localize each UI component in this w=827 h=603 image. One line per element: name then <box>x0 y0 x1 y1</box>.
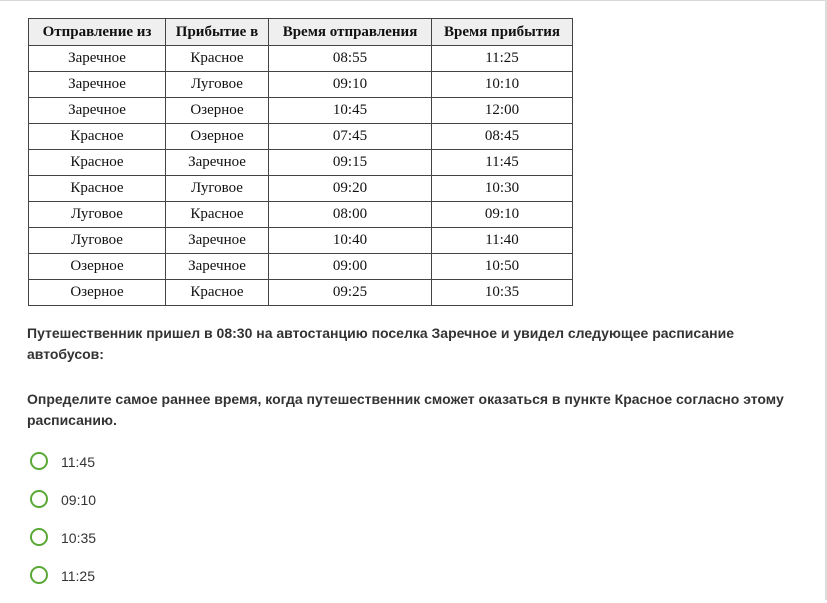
cell-arrival-time: 11:25 <box>432 46 573 72</box>
cell-departure-from: Заречное <box>29 72 166 98</box>
cell-arrival-time: 10:35 <box>432 280 573 306</box>
cell-arrival-time: 11:40 <box>432 228 573 254</box>
radio-button-icon[interactable] <box>30 452 48 470</box>
answer-option[interactable] <box>30 489 96 527</box>
cell-arrival-time: 10:50 <box>432 254 573 280</box>
cell-arrival-to: Луговое <box>166 176 269 202</box>
cell-arrival-time: 10:30 <box>432 176 573 202</box>
cell-departure-time: 08:55 <box>269 46 432 72</box>
cell-departure-time: 09:10 <box>269 72 432 98</box>
table-row <box>29 46 573 72</box>
answer-option[interactable] <box>30 451 96 489</box>
answer-option-label: 10:35 <box>61 530 97 546</box>
answer-option-label: 09:10 <box>61 492 97 508</box>
cell-departure-from: Озерное <box>29 280 166 306</box>
cell-arrival-to: Красное <box>166 202 269 228</box>
table-row <box>29 72 573 98</box>
table-row <box>29 280 573 306</box>
cell-arrival-to: Озерное <box>166 124 269 150</box>
column-header-arrival-to: Прибытие в <box>166 19 269 46</box>
table-row <box>29 202 573 228</box>
cell-arrival-to: Заречное <box>166 150 269 176</box>
cell-departure-from: Красное <box>29 176 166 202</box>
cell-arrival-time: 12:00 <box>432 98 573 124</box>
radio-button-icon[interactable] <box>30 528 48 546</box>
cell-arrival-to: Красное <box>166 46 269 72</box>
answer-option-label: 11:45 <box>61 454 95 470</box>
cell-departure-time: 08:00 <box>269 202 432 228</box>
cell-arrival-time: 08:45 <box>432 124 573 150</box>
cell-arrival-to: Озерное <box>166 98 269 124</box>
cell-departure-time: 09:25 <box>269 280 432 306</box>
table-row <box>29 98 573 124</box>
radio-button-icon[interactable] <box>30 566 48 584</box>
cell-departure-from: Красное <box>29 150 166 176</box>
cell-arrival-time: 09:10 <box>432 202 573 228</box>
page-top-border <box>0 0 827 1</box>
cell-departure-from: Красное <box>29 124 166 150</box>
cell-arrival-to: Красное <box>166 280 269 306</box>
table-row <box>29 150 573 176</box>
cell-departure-time: 09:15 <box>269 150 432 176</box>
cell-departure-from: Озерное <box>29 254 166 280</box>
answer-options <box>30 451 96 603</box>
question-intro-text: Путешественник пришел в 08:30 на автостанцию поселка Заречное и увидел следующее расписание автобусов: <box>27 325 734 362</box>
cell-departure-time: 07:45 <box>269 124 432 150</box>
bus-schedule-table <box>28 18 573 306</box>
table-row <box>29 254 573 280</box>
cell-departure-time: 10:45 <box>269 98 432 124</box>
table-row <box>29 228 573 254</box>
question-prompt-text: Определите самое раннее время, когда путешественник сможет оказаться в пункте Красное согласно этому расписанию. <box>27 391 784 428</box>
cell-arrival-to: Заречное <box>166 228 269 254</box>
cell-arrival-to: Луговое <box>166 72 269 98</box>
cell-arrival-time: 11:45 <box>432 150 573 176</box>
table-row <box>29 176 573 202</box>
cell-departure-from: Заречное <box>29 98 166 124</box>
cell-departure-time: 10:40 <box>269 228 432 254</box>
cell-departure-from: Заречное <box>29 46 166 72</box>
answer-option[interactable] <box>30 527 96 565</box>
cell-departure-time: 09:00 <box>269 254 432 280</box>
table-header-row <box>29 19 573 46</box>
answer-option[interactable] <box>30 565 96 603</box>
answer-option-label: 11:25 <box>61 568 95 584</box>
cell-departure-from: Луговое <box>29 228 166 254</box>
column-header-departure-time: Время отправления <box>269 19 432 46</box>
cell-departure-from: Луговое <box>29 202 166 228</box>
table-row <box>29 124 573 150</box>
cell-arrival-to: Заречное <box>166 254 269 280</box>
cell-arrival-time: 10:10 <box>432 72 573 98</box>
radio-button-icon[interactable] <box>30 490 48 508</box>
column-header-arrival-time: Время прибытия <box>432 19 573 46</box>
column-header-departure-from: Отправление из <box>29 19 166 46</box>
cell-departure-time: 09:20 <box>269 176 432 202</box>
